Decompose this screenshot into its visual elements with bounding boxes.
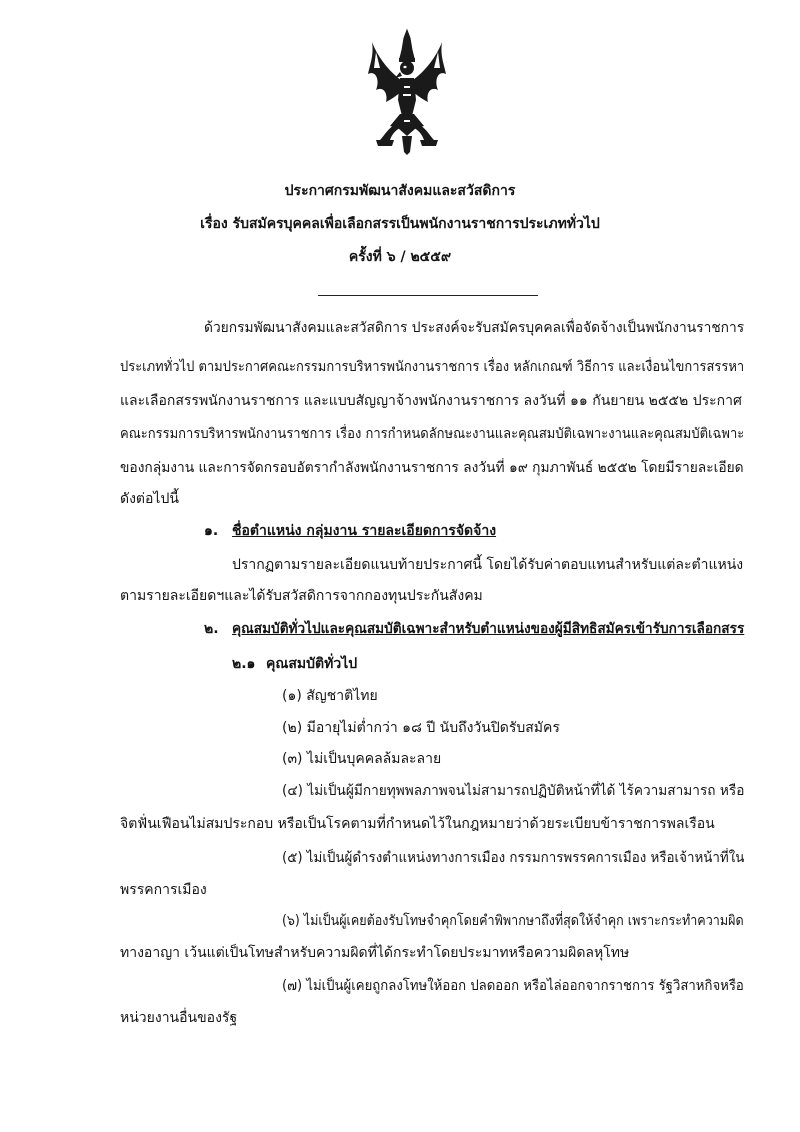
intro-line: ดังต่อไปนี้	[120, 491, 179, 507]
intro-line: คณะกรรมการบริหารพนักงานราชการ เรื่อง การกำหนดลักษณะงานและคุณสมบัติเฉพาะงานและคุณสมบัติเฉพาะ	[120, 426, 745, 442]
section-2-number: ๒.	[204, 621, 219, 637]
intro-line: ด้วยกรมพัฒนาสังคมและสวัสดิการ ประสงค์จะรับสมัครบุคคลเพื่อจัดจ้างเป็นพนักงานราชการ	[204, 320, 745, 336]
garuda-emblem-icon	[366, 28, 448, 156]
qualification-item-continued: ทางอาญา เว้นแต่เป็นโทษสำหรับความผิดที่ได้กระทำโดยประมาทหรือความผิดลหุโทษ	[120, 945, 630, 961]
intro-line: ประเภททั่วไป ตามประกาศคณะกรรมการบริหารพนักงานราชการ เรื่อง หลักเกณฑ์ วิธีการ และเงื่อนไขการสรรหา	[120, 359, 745, 375]
qualification-item-continued: หน่วยงานอื่นของรัฐ	[120, 1010, 238, 1026]
qualification-item: (๕) ไม่เป็นผู้ดำรงตำแหน่งทางการเมือง กรรมการพรรคการเมือง หรือเจ้าหน้าที่ใน	[282, 850, 745, 866]
section-1-heading: ชื่อตำแหน่ง กลุ่มงาน รายละเอียดการจัดจ้าง	[232, 523, 497, 539]
section-1-number: ๑.	[204, 523, 219, 539]
subsection-number: ๒.๑	[232, 656, 256, 672]
qualification-item: (๗) ไม่เป็นผู้เคยถูกลงโทษให้ออก ปลดออก หรือไล่ออกจากราชการ รัฐวิสาหกิจหรือ	[282, 978, 744, 994]
intro-line: และเลือกสรรพนักงานราชการ และแบบสัญญาจ้างพนักงานราชการ ลงวันที่ ๑๑ กันยายน ๒๕๕๒ ประกาศ	[120, 393, 742, 409]
qualification-item: (๖) ไม่เป็นผู้เคยต้องรับโทษจำคุกโดยคำพิพากษาถึงที่สุดให้จำคุก เพราะกระทำความผิด	[282, 913, 744, 929]
announcement-round: ครั้งที่ ๖ / ๒๕๕๙	[348, 249, 452, 265]
qualification-item: (๔) ไม่เป็นผู้มีกายทุพพลภาพจนไม่สามารถปฏิบัติหน้าที่ได้ ไร้ความสามารถ หรือ	[282, 783, 745, 799]
intro-line: ของกลุ่มงาน และการจัดกรอบอัตรากำลังพนักงานราชการ ลงวันที่ ๑๙ กุมภาพันธ์ ๒๕๕๒ โดยมีรายละเอียด	[120, 460, 744, 476]
section-2-heading: คุณสมบัติทั่วไปและคุณสมบัติเฉพาะสำหรับตำแหน่งของผู้มีสิทธิสมัครเข้ารับการเลือกสรร	[232, 621, 745, 637]
qualification-item-continued: จิตฟั่นเฟือนไม่สมประกอบ หรือเป็นโรคตามที่กำหนดไว้ในกฎหมายว่าด้วยระเบียบข้าราชการพลเรือน	[120, 816, 715, 832]
announcement-subject: เรื่อง รับสมัครบุคคลเพื่อเลือกสรรเป็นพนักงานราชการประเภททั่วไป	[200, 216, 600, 232]
qualification-item: (๓) ไม่เป็นบุคคลล้มละลาย	[282, 751, 442, 767]
subsection-heading: คุณสมบัติทั่วไป	[266, 656, 358, 672]
divider-line	[318, 295, 538, 296]
qualification-item: (๒) มีอายุไม่ต่ำกว่า ๑๘ ปี นับถึงวันปิดรับสมัคร	[282, 720, 560, 736]
section-1-line: ตามรายละเอียดฯและได้รับสวัสดิการจากกองทุนประกันสังคม	[120, 588, 483, 604]
qualification-item: (๑) สัญชาติไทย	[282, 688, 378, 704]
announcement-title: ประกาศกรมพัฒนาสังคมและสวัสดิการ	[284, 183, 516, 199]
qualification-item-continued: พรรคการเมือง	[120, 882, 207, 898]
section-1-line: ปรากฏตามรายละเอียดแนบท้ายประกาศนี้ โดยได้รับค่าตอบแทนสำหรับแต่ละตำแหน่ง	[232, 557, 744, 573]
